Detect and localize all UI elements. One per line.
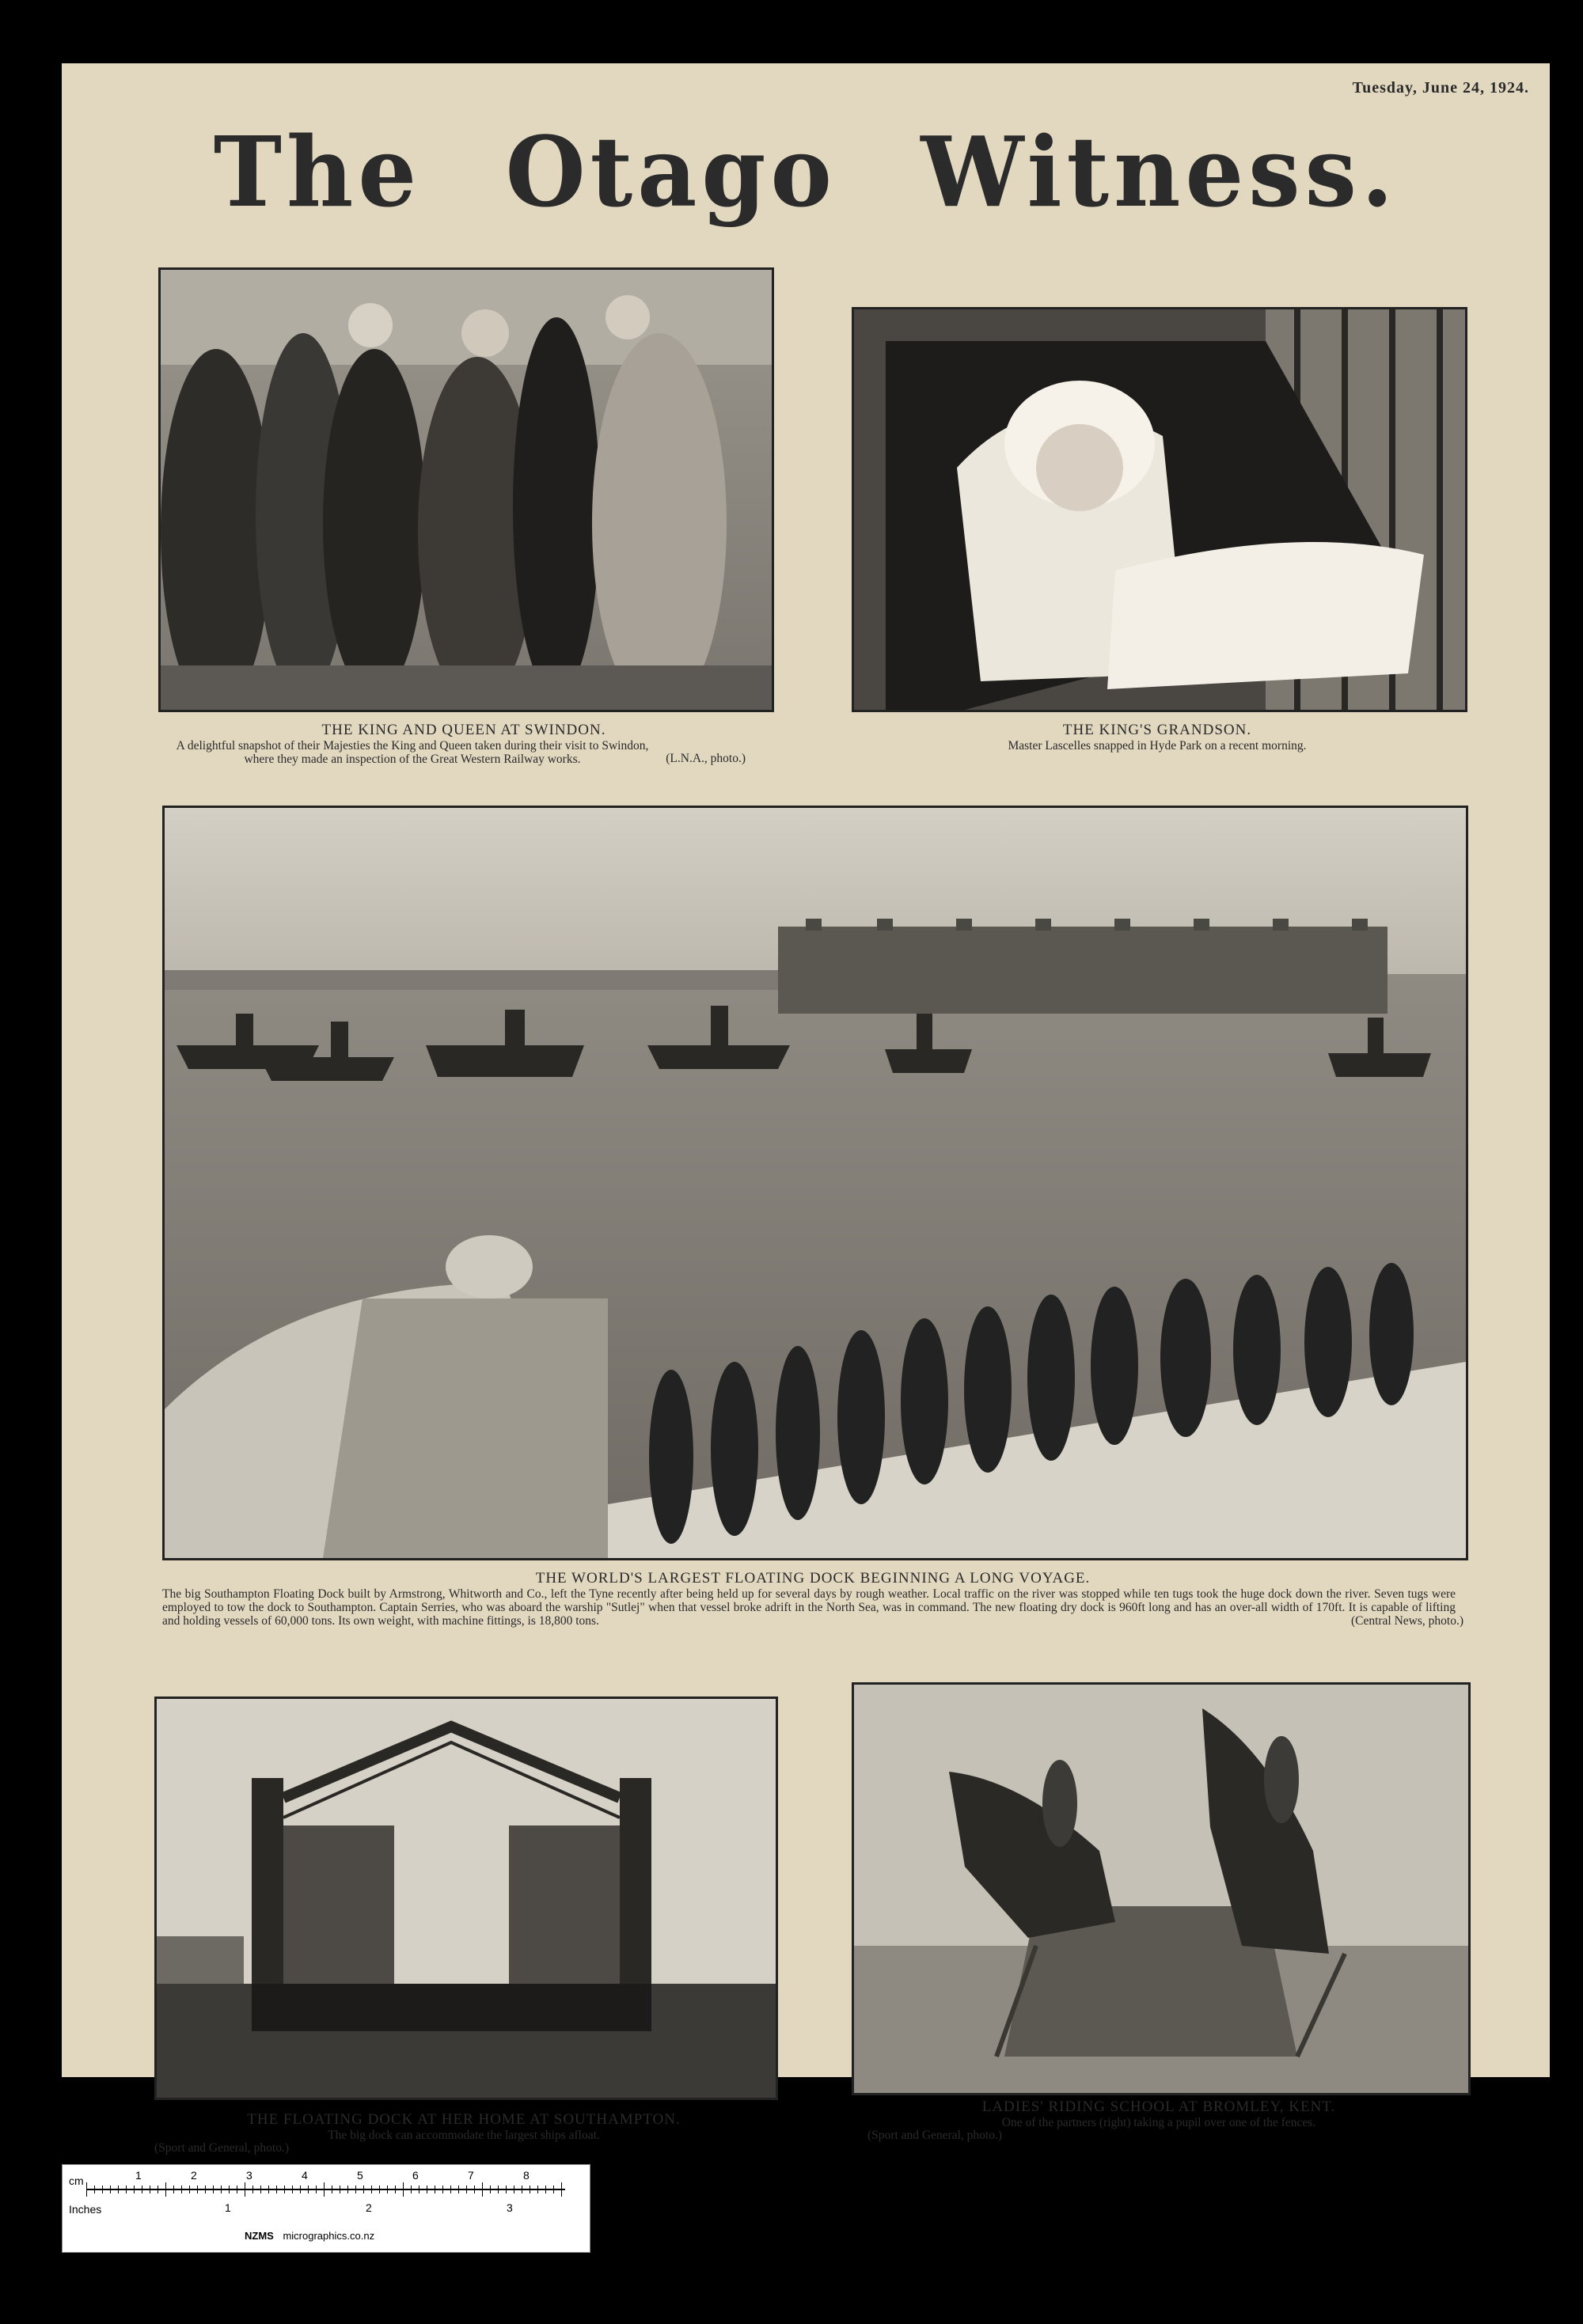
- cm-mark: 1: [135, 2169, 142, 2182]
- issue-date: Tuesday, June 24, 1924.: [1352, 79, 1529, 97]
- cm-mark: 7: [468, 2169, 474, 2182]
- ruler-tick: [102, 2186, 103, 2193]
- ruler-tick: [181, 2186, 182, 2193]
- ruler-tick: [165, 2182, 166, 2197]
- brand-name: NZMS: [245, 2230, 274, 2242]
- cm-mark: 2: [191, 2169, 197, 2182]
- ruler-tick: [189, 2186, 190, 2193]
- photo-credit: (Central News, photo.): [1350, 1614, 1463, 1628]
- ruler-tick: [284, 2186, 285, 2193]
- cm-mark: 4: [302, 2169, 308, 2182]
- inch-mark: 3: [507, 2201, 513, 2214]
- ruler-tick: [474, 2186, 475, 2193]
- photo-kings-grandson: [852, 307, 1467, 712]
- caption-text: The big dock can accommodate the largest ships afloat.: [328, 2129, 600, 2142]
- ruler-tick: [355, 2186, 356, 2193]
- ruler-tick: [403, 2182, 404, 2197]
- ruler-tick: [292, 2186, 293, 2193]
- ruler-tick: [490, 2186, 491, 2193]
- caption-dock-voyage: [162, 1570, 1463, 1628]
- ruler-tick: [260, 2186, 261, 2193]
- ruler-tick: [379, 2186, 380, 2193]
- ruler-tick: [229, 2186, 230, 2193]
- caption-text: A delightful snapshot of their Majesties the King and Queen taken during their visit to Swindon, where they made an inspection of the Great Western Railway works.: [176, 739, 649, 766]
- cm-mark: 3: [246, 2169, 252, 2182]
- photo-credit: (Sport and General, photo.): [154, 2141, 290, 2155]
- ruler-tick: [86, 2182, 87, 2197]
- caption-riding: [852, 2098, 1466, 2142]
- caption-title: THE WORLD'S LARGEST FLOATING DOCK BEGINNING A LONG VOYAGE.: [535, 1570, 1091, 1587]
- ruler-tick: [118, 2186, 119, 2193]
- caption-swindon: [158, 722, 769, 766]
- cm-mark: 8: [523, 2169, 530, 2182]
- caption-text: Master Lascelles snapped in Hyde Park on a recent morning.: [1008, 739, 1307, 753]
- ruler-tick: [442, 2186, 443, 2193]
- ruler-tick: [173, 2186, 174, 2193]
- ruler-tick: [387, 2186, 388, 2193]
- ruler-tick: [506, 2186, 507, 2193]
- ruler-tick: [308, 2186, 309, 2193]
- newspaper-page: [62, 63, 1550, 2155]
- photo-king-queen-swindon: [158, 267, 774, 712]
- caption-title: LADIES' RIDING SCHOOL AT BROMLEY, KENT.: [981, 2098, 1336, 2115]
- nzms-logo: [245, 2230, 374, 2242]
- ruler-tick: [324, 2182, 325, 2197]
- ruler-tick: [411, 2186, 412, 2193]
- scale-ruler: [62, 2164, 590, 2253]
- ruler-tick: [482, 2182, 483, 2197]
- cm-mark: 6: [412, 2169, 419, 2182]
- ruler-tick: [553, 2186, 554, 2193]
- masthead: The Otago Witness.: [213, 116, 1399, 229]
- photo-riding-school: [852, 1682, 1471, 2095]
- ruler-tick: [126, 2186, 127, 2193]
- caption-dock-home: [154, 2111, 773, 2155]
- ruler-tick: [268, 2186, 269, 2193]
- brand-site: micrographics.co.nz: [283, 2230, 375, 2242]
- ruler-tick: [221, 2186, 222, 2193]
- ruler-tick: [300, 2186, 301, 2193]
- inch-mark: 1: [225, 2201, 231, 2214]
- photo-floating-dock-southampton: [154, 1697, 778, 2100]
- ruler-tick: [110, 2186, 111, 2193]
- ruler-tick: [205, 2186, 206, 2193]
- ruler-tick: [498, 2186, 499, 2193]
- ruler-tick: [466, 2186, 467, 2193]
- ruler-tick: [252, 2186, 253, 2193]
- ruler-tick: [276, 2186, 277, 2193]
- ruler-tick: [94, 2186, 95, 2193]
- caption-title: THE KING AND QUEEN AT SWINDON.: [321, 722, 606, 738]
- photo-floating-dock-voyage: [162, 806, 1468, 1560]
- ruler-tick: [537, 2186, 538, 2193]
- cm-label: cm: [69, 2174, 84, 2187]
- ruler-tick: [363, 2186, 364, 2193]
- ruler-tick: [450, 2186, 451, 2193]
- caption-text: One of the partners (right) taking a pupil over one of the fences.: [1001, 2116, 1316, 2129]
- ruler-tick: [347, 2186, 348, 2193]
- ruler-tick: [197, 2186, 198, 2193]
- photo-credit: (L.N.A., photo.): [666, 752, 746, 765]
- ruler-tick: [395, 2186, 396, 2193]
- cm-mark: 5: [357, 2169, 363, 2182]
- ruler-tick: [458, 2186, 459, 2193]
- inches-label: Inches: [69, 2203, 102, 2216]
- ruler-tick: [134, 2186, 135, 2193]
- caption-title: THE KING'S GRANDSON.: [1062, 722, 1252, 738]
- ruler-tick: [371, 2186, 372, 2193]
- ruler-tick: [316, 2186, 317, 2193]
- caption-grandson: [852, 722, 1463, 753]
- ruler-tick: [561, 2182, 562, 2197]
- photo-credit: (Sport and General, photo.): [867, 2129, 1003, 2142]
- ruler-tick: [545, 2186, 546, 2193]
- caption-text: The big Southampton Floating Dock built by Armstrong, Whitworth and Co., left the Tyne recently after being held up for several days by rough weather. Local traffic on the river was stopped while ten tugs took the huge dock down the river. Seven tugs were employed to tow the dock to Southampton. Captain Serries, who was aboard the warship "Sutlej" when that vessel broke adrift in the North Sea, was in command. The new floating dry dock is 960ft long and has an over-all width of 170ft. It is capable of lifting and holding vessels of 60,000 tons. Its own weight, with machine fittings, is 18,800 tons.: [162, 1587, 1456, 1628]
- caption-title: THE FLOATING DOCK AT HER HOME AT SOUTHAMPTON.: [247, 2111, 681, 2128]
- inch-mark: 2: [366, 2201, 372, 2214]
- ruler-tick: [213, 2186, 214, 2193]
